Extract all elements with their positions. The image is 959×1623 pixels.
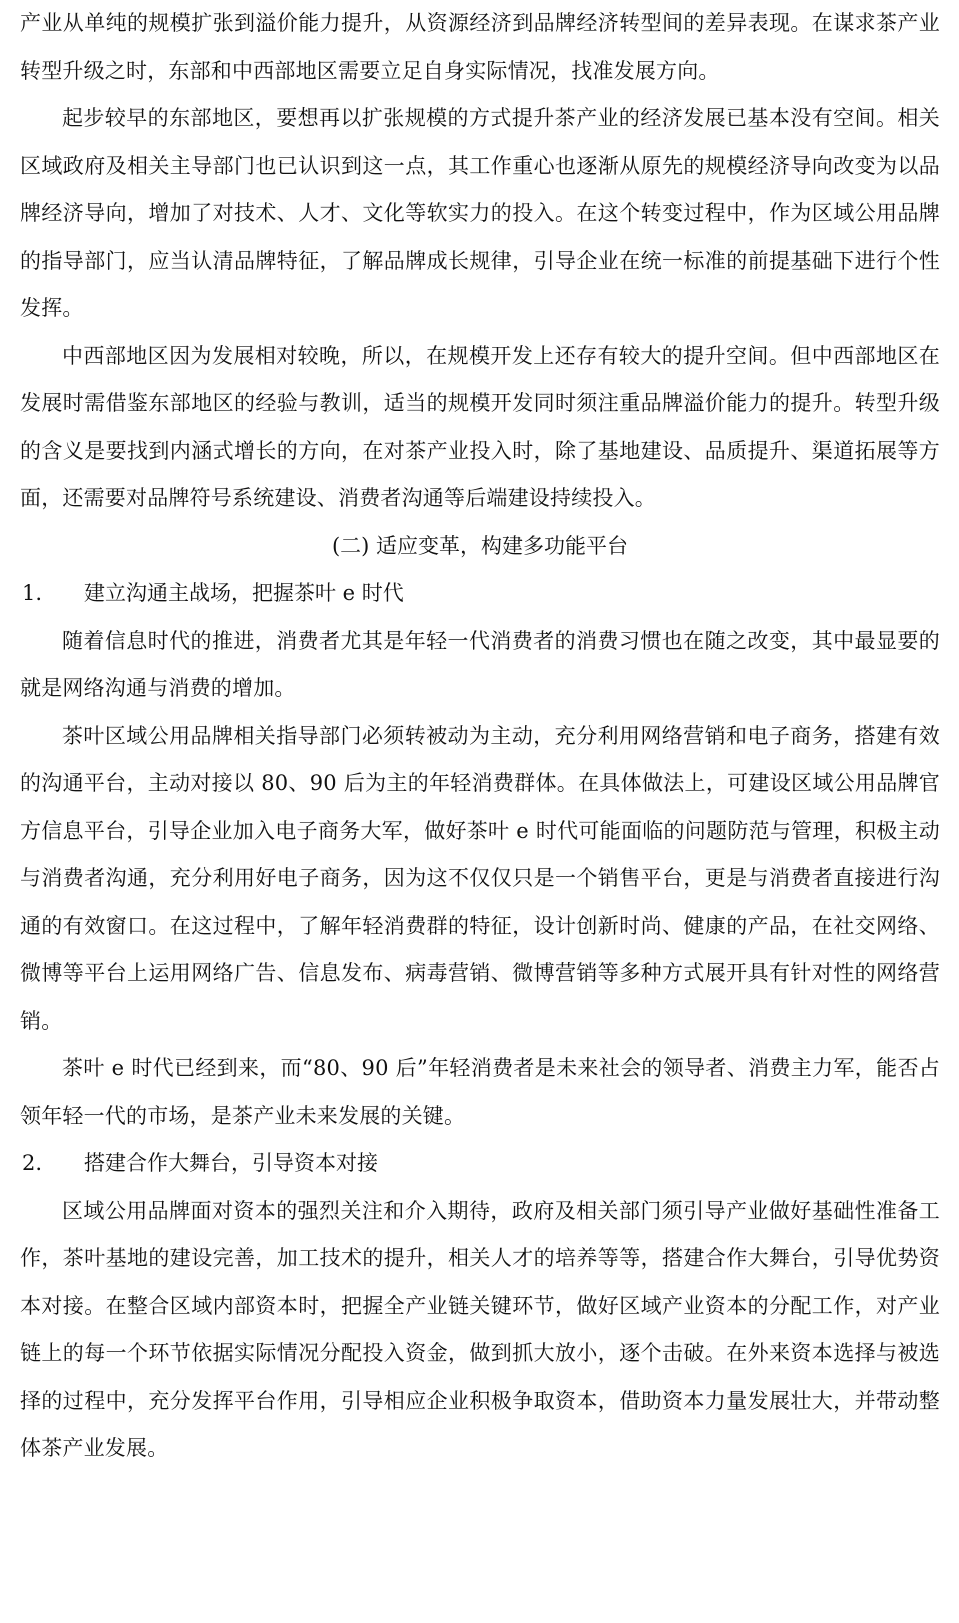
heading-title: 搭建合作大舞台，引导资本对接 <box>84 1151 378 1175</box>
paragraph-online-marketing: 茶叶区域公用品牌相关指导部门必须转被动为主动，充分利用网络营销和电子商务，搭建有效的沟通平台，主动对接以 80、90 后为主的年轻消费群体。在具体做法上，可建设区域公用品牌官方信息平台，引导企业加入电子商务大军，做好茶叶 e 时代可能面临的问题防范与管理，积极主动与消费者沟通，充分利用好电子商务，因为这不仅仅只是一个销售平台，更是与消费者直接进行沟通的有效窗口。在这过程中，了解年轻消费群的特征，设计创新时尚、健康的产品，在社交网络、微博等平台上运用网络广告、信息发布、病毒营销、微博营销等多种方式展开具有针对性的网络营销。 <box>20 723 940 1033</box>
paragraph-transition-differences: 产业从单纯的规模扩张到溢价能力提升，从资源经济到品牌经济转型间的差异表现。在谋求茶产业转型升级之时，东部和中西部地区需要立足自身实际情况，找准发展方向。 <box>20 11 940 83</box>
paragraph-central-western-region: 中西部地区因为发展相对较晚，所以，在规模开发上还存有较大的提升空间。但中西部地区在发展时需借鉴东部地区的经验与教训，适当的规模开发同时须注重品牌溢价能力的提升。转型升级的含义是要找到内涵式增长的方向，在对茶产业投入时，除了基地建设、品质提升、渠道拓展等方面，还需要对品牌符号系统建设、消费者沟通等后端建设持续投入。 <box>20 343 940 510</box>
paragraph-young-consumers: 茶叶 e 时代已经到来，而“80、90 后”年轻消费者是未来社会的领导者、消费主力军，能否占领年轻一代的市场，是茶产业未来发展的关键。 <box>20 1056 940 1128</box>
section-heading: (二) 适应变革，构建多功能平台 <box>331 533 629 558</box>
document-page <box>20 0 940 1473</box>
heading-number: 2. <box>22 1151 43 1175</box>
paragraph-information-age: 随着信息时代的推进，消费者尤其是年轻一代消费者的消费习惯也在随之改变，其中最显要的就是网络沟通与消费的增加。 <box>20 628 940 700</box>
paragraph-eastern-region: 起步较早的东部地区，要想再以扩张规模的方式提升茶产业的经济发展已基本没有空间。相关区域政府及相关主导部门也已认识到这一点，其工作重心也逐渐从原先的规模经济导向改变为以品牌经济导向，增加了对技术、人才、文化等软实力的投入。在这个转变过程中，作为区域公用品牌的指导部门，应当认清品牌特征，了解品牌成长规律，引导企业在统一标准的前提基础下进行个性发挥。 <box>20 106 940 320</box>
numbered-heading-1 <box>20 570 940 618</box>
heading-title: 建立沟通主战场，把握茶叶 e 时代 <box>84 581 404 605</box>
paragraph-capital-docking: 区域公用品牌面对资本的强烈关注和介入期待，政府及相关部门须引导产业做好基础性准备工作，茶叶基地的建设完善，加工技术的提升，相关人才的培养等等，搭建合作大舞台，引导优势资本对接。在整合区域内部资本时，把握全产业链关键环节，做好区域产业资本的分配工作，对产业链上的每一个环节依据实际情况分配投入资金，做到抓大放小，逐个击破。在外来资本选择与被选择的过程中，充分发挥平台作用，引导相应企业积极争取资本，借助资本力量发展壮大，并带动整体茶产业发展。 <box>20 1198 940 1460</box>
heading-number: 1. <box>22 581 43 605</box>
numbered-heading-2 <box>20 1140 940 1188</box>
